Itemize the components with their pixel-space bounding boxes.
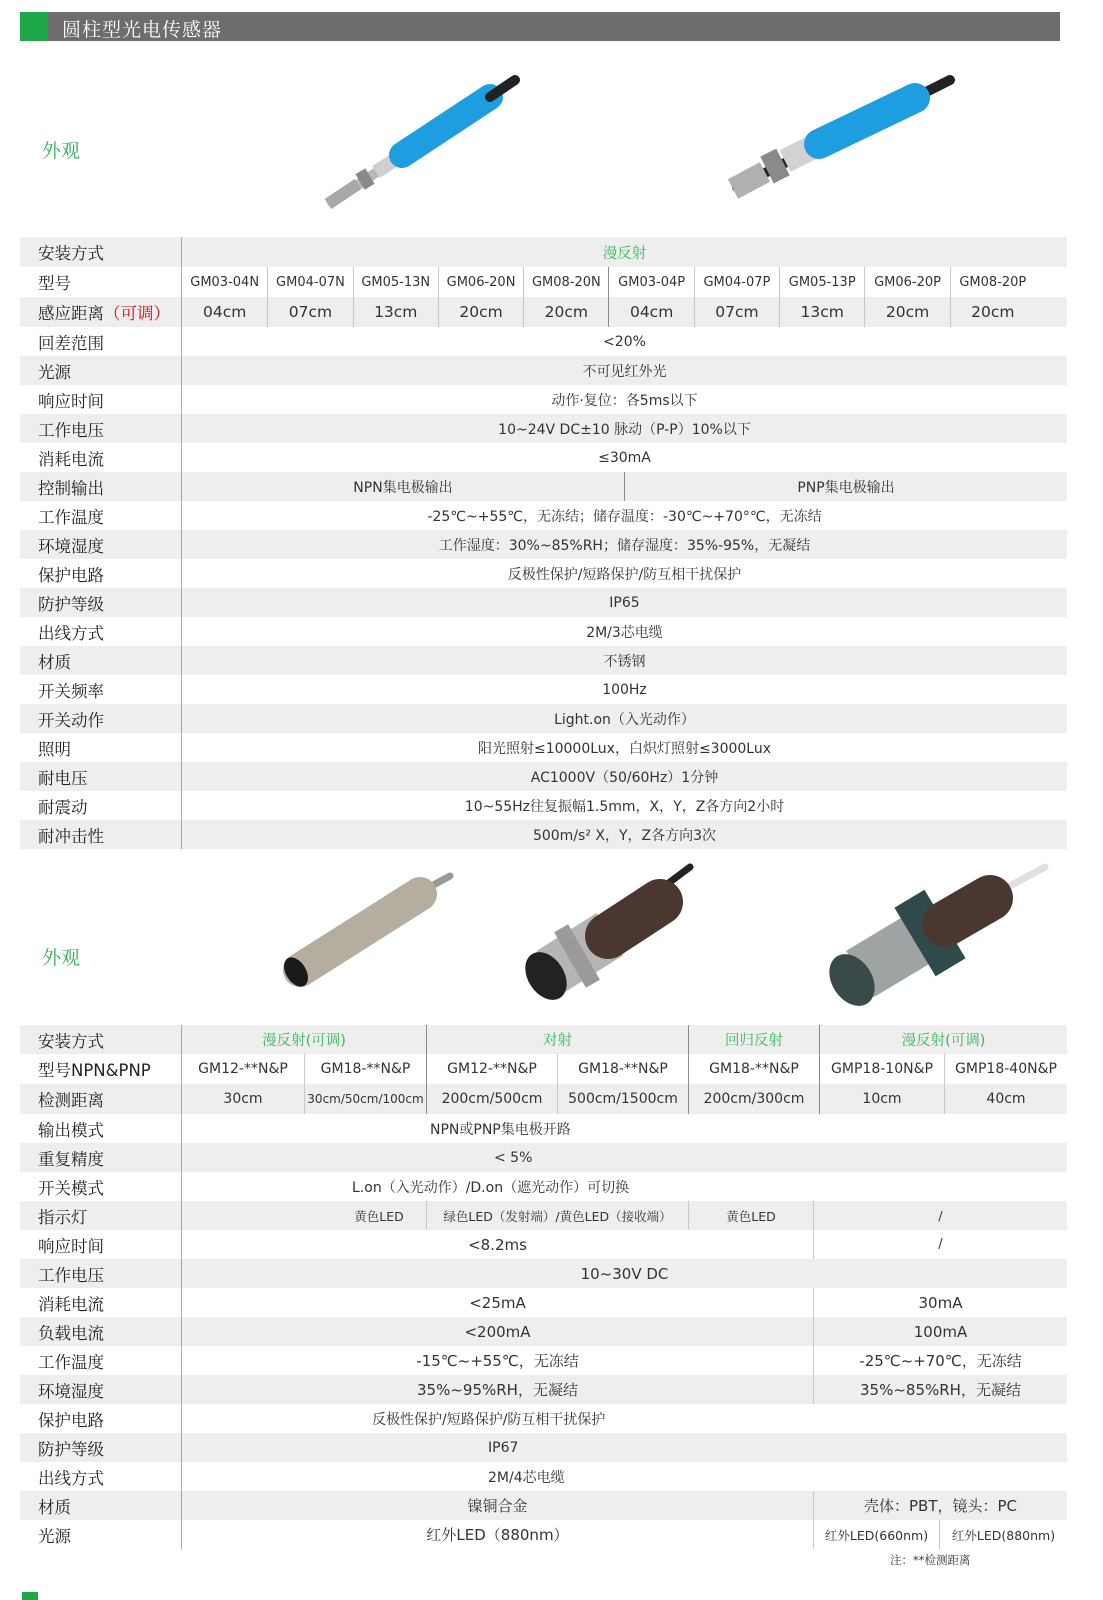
row-value: 动作·复位：各5ms以下 (551, 392, 698, 409)
light-cell: 红外LED（880nm） (426, 1526, 569, 1544)
model-cell: GM04-07N (267, 267, 352, 297)
sensor-image-gmp18 (820, 862, 1050, 1022)
row-voltage (20, 1259, 1067, 1288)
row-distance (20, 1084, 1067, 1114)
sensor-image-m12 (280, 868, 460, 998)
row-label: 工作电压 (20, 1259, 182, 1288)
row-value: Light.on（入光动作） (554, 711, 695, 728)
row-value: 10~55Hz往复振幅1.5mm，X，Y，Z各方向2小时 (464, 798, 785, 815)
distance-cell: 500cm/1500cm (557, 1084, 688, 1114)
model-cell: GM18-**N&P (304, 1054, 426, 1084)
row-shock (20, 820, 1067, 849)
indicator-cell: 黄色LED (354, 1208, 404, 1224)
model-cell: GMP18-10N&P (819, 1054, 944, 1084)
appearance-label: 外观 (42, 140, 81, 162)
row-voltage (20, 414, 1067, 443)
row-label: 开关模式 (20, 1172, 182, 1201)
indicator-cell: 黄色LED (688, 1201, 813, 1230)
appearance-label-2: 外观 (42, 947, 81, 969)
sensor-image-m3-thin (310, 62, 540, 222)
row-withstand-voltage (20, 762, 1067, 791)
row-hysteresis (20, 327, 1067, 356)
humidity-cell: 35%~85%RH，无凝结 (813, 1375, 1067, 1404)
material-cell: 壳体：PBT，镜头：PC (813, 1491, 1067, 1520)
mount-group: 漫反射(可调) (262, 1033, 346, 1049)
row-value: 反极性保护/短路保护/防互相干扰保护 (507, 566, 742, 583)
light-cell: 红外LED(660nm) (813, 1520, 939, 1549)
row-label: 光源 (20, 1520, 182, 1549)
row-value: 2M/3芯电缆 (586, 624, 663, 641)
indicator-cell: 绿色LED（发射端）/黄色LED（接收端） (426, 1201, 688, 1230)
row-label: 防护等级 (20, 588, 182, 617)
distance-cell: 40cm (944, 1084, 1067, 1114)
row-value: 工作湿度：30%~85%RH；储存湿度：35%-95%，无凝结 (438, 537, 811, 554)
row-load-current (20, 1317, 1067, 1346)
row-label: 开关动作 (20, 704, 182, 733)
row-label: 工作电压 (20, 414, 182, 443)
load-cell: 100mA (813, 1317, 1067, 1346)
row-label: 控制输出 (20, 472, 182, 501)
row-label: 响应时间 (20, 1230, 182, 1259)
row-mount (20, 237, 1067, 267)
row-value: 漫反射 (602, 245, 647, 262)
row-value: NPN或PNP集电极开路 (430, 1121, 571, 1138)
row-label: 消耗电流 (20, 1288, 182, 1317)
row-value: AC1000V（50/60Hz）1分钟 (530, 769, 719, 786)
distance-cell: 13cm (353, 297, 438, 327)
row-value: 10~24V DC±10 脉动（P-P）10%以下 (498, 421, 751, 438)
model-cell: GM06-20N (438, 267, 523, 297)
row-ip (20, 1433, 1067, 1462)
current-cell: 30mA (813, 1288, 1067, 1317)
response-cell: / (813, 1230, 1067, 1259)
model-cell: GM03-04N (190, 274, 260, 290)
row-value: 不锈钢 (603, 653, 646, 670)
distance-cell: 20cm (523, 297, 608, 327)
row-value: 反极性保护/短路保护/防互相干扰保护 (372, 1411, 606, 1428)
next-section-accent (22, 1592, 38, 1600)
row-switch-action (20, 704, 1067, 733)
row-value: <20% (603, 333, 646, 350)
row-label: 指示灯 (20, 1201, 182, 1230)
row-model (20, 1054, 1067, 1084)
row-label: 光源 (20, 356, 182, 385)
row-label: 重复精度 (20, 1143, 182, 1172)
row-label: 工作温度 (20, 501, 182, 530)
row-label: 负载电流 (20, 1317, 182, 1346)
distance-label: 感应距离 (38, 304, 104, 323)
section-title: 圆柱型光电传感器 (62, 19, 223, 41)
row-label: 耐震动 (20, 791, 182, 820)
model-cell: GM05-13N (353, 267, 438, 297)
model-cell: GM12-**N&P (426, 1054, 557, 1084)
spec-table-1 (20, 237, 1067, 849)
row-label: 环境湿度 (20, 1375, 182, 1404)
row-label: 保护电路 (20, 559, 182, 588)
distance-cell: 10cm (819, 1084, 944, 1114)
row-temperature (20, 501, 1067, 530)
model-cell: GM03-04P (608, 267, 693, 297)
model-cell: GM08-20N (523, 267, 608, 297)
response-cell: <8.2ms (468, 1235, 527, 1254)
mount-group: 对射 (426, 1025, 688, 1054)
row-switch-mode (20, 1172, 1067, 1201)
row-current (20, 1288, 1067, 1317)
output-npn: NPN集电极输出 (353, 479, 453, 496)
distance-cell: 13cm (779, 297, 864, 327)
distance-cell: 200cm/500cm (426, 1084, 557, 1114)
distance-cell: 20cm (950, 297, 1035, 327)
indicator-cell: / (813, 1201, 1067, 1230)
temp-cell: -15℃~+55℃，无冻结 (416, 1352, 579, 1370)
row-label: 响应时间 (20, 385, 182, 414)
adjustable-note: （可调） (104, 304, 170, 323)
model-cell: GM06-20P (864, 267, 949, 297)
current-cell: <25mA (469, 1293, 526, 1312)
row-label: 保护电路 (20, 1404, 182, 1433)
row-response (20, 1230, 1067, 1259)
distance-cell: 07cm (694, 297, 779, 327)
row-current (20, 443, 1067, 472)
model-cell: GM05-13P (779, 267, 864, 297)
row-value: 100Hz (602, 681, 647, 698)
row-model (20, 267, 1067, 297)
sensor-image-m8-thin (715, 62, 965, 222)
row-light-source (20, 1520, 1067, 1549)
footnote: 注：**检测距离 (890, 1553, 971, 1567)
mount-group: 回归反射 (688, 1025, 819, 1054)
row-label: 照明 (20, 733, 182, 762)
spec-table-2 (20, 1025, 1067, 1549)
distance-cell: 07cm (267, 297, 352, 327)
row-value: -25℃~+55℃，无冻结；储存温度：-30℃~+70°℃，无冻结 (427, 508, 822, 525)
row-repeatability (20, 1143, 1067, 1172)
row-label: 型号NPN&PNP (20, 1054, 182, 1084)
row-label: 材质 (20, 1491, 182, 1520)
distance-cell: 30cm/50cm/100cm (304, 1084, 426, 1114)
row-label: 耐冲击性 (20, 820, 182, 849)
light-cell: 红外LED(880nm) (939, 1520, 1067, 1549)
row-wiring (20, 617, 1067, 646)
row-material (20, 646, 1067, 675)
distance-cell: 04cm (202, 303, 247, 321)
row-label: 输出模式 (20, 1114, 182, 1143)
row-distance (20, 297, 1067, 327)
row-value: 阳光照射≤10000Lux，白炽灯照射≤3000Lux (477, 740, 772, 757)
row-label: 出线方式 (20, 617, 182, 646)
row-label: 消耗电流 (20, 443, 182, 472)
row-response (20, 385, 1067, 414)
row-output-mode (20, 1114, 1067, 1143)
row-mount (20, 1025, 1067, 1054)
row-label: 检测距离 (20, 1084, 182, 1114)
row-value: IP65 (609, 594, 640, 611)
load-cell: <200mA (464, 1322, 531, 1341)
row-light-source (20, 356, 1067, 385)
row-value: IP67 (488, 1439, 519, 1456)
row-label: 安装方式 (20, 1025, 182, 1054)
row-label: 环境湿度 (20, 530, 182, 559)
distance-cell: 04cm (608, 297, 693, 327)
model-cell: GM18-**N&P (557, 1054, 688, 1084)
row-label: 防护等级 (20, 1433, 182, 1462)
model-cell: GM18-**N&P (688, 1054, 819, 1084)
row-value: 500m/s² X，Y，Z各方向3次 (532, 827, 717, 844)
section-header (20, 12, 1060, 41)
humidity-cell: 35%~95%RH，无凝结 (417, 1381, 578, 1399)
row-humidity (20, 530, 1067, 559)
output-pnp: PNP集电极输出 (624, 472, 1067, 501)
row-ip (20, 588, 1067, 617)
row-label: 回差范围 (20, 327, 182, 356)
mount-group: 漫反射(可调) (819, 1025, 1067, 1054)
row-value: 2M/4芯电缆 (488, 1469, 565, 1486)
row-label: 型号 (20, 267, 182, 297)
row-temperature (20, 1346, 1067, 1375)
row-illumination (20, 733, 1067, 762)
temp-cell: -25℃~+70℃，无冻结 (813, 1346, 1067, 1375)
row-label: 材质 (20, 646, 182, 675)
material-cell: 镍铜合金 (467, 1497, 528, 1515)
row-label: 工作温度 (20, 1346, 182, 1375)
distance-cell: 20cm (438, 297, 523, 327)
row-control-output (20, 472, 1067, 501)
distance-cell: 200cm/300cm (688, 1084, 819, 1114)
row-protection (20, 1404, 1067, 1433)
row-label: 耐电压 (20, 762, 182, 791)
model-cell: GM04-07P (694, 267, 779, 297)
distance-cell: 20cm (864, 297, 949, 327)
row-label: 开关频率 (20, 675, 182, 704)
row-material (20, 1491, 1067, 1520)
row-vibration (20, 791, 1067, 820)
row-value: < 5% (494, 1149, 533, 1166)
row-indicator (20, 1201, 1067, 1230)
row-label: 安装方式 (20, 237, 182, 267)
row-humidity (20, 1375, 1067, 1404)
header-accent (20, 12, 48, 41)
row-protection (20, 559, 1067, 588)
row-value: 10~30V DC (580, 1264, 669, 1283)
row-label: 出线方式 (20, 1462, 182, 1491)
model-cell: GMP18-40N&P (944, 1054, 1067, 1084)
model-cell: GM12-**N&P (198, 1061, 288, 1077)
model-cell: GM08-20P (950, 267, 1035, 297)
row-label (20, 297, 182, 327)
row-value: L.on（入光动作）/D.on（遮光动作）可切换 (352, 1179, 630, 1196)
distance-cell: 30cm (223, 1091, 263, 1107)
row-value: 不可见红外光 (582, 363, 667, 380)
row-value: ≤30mA (598, 449, 651, 466)
row-wiring (20, 1462, 1067, 1491)
sensor-image-m18-through (520, 862, 700, 1022)
row-frequency (20, 675, 1067, 704)
